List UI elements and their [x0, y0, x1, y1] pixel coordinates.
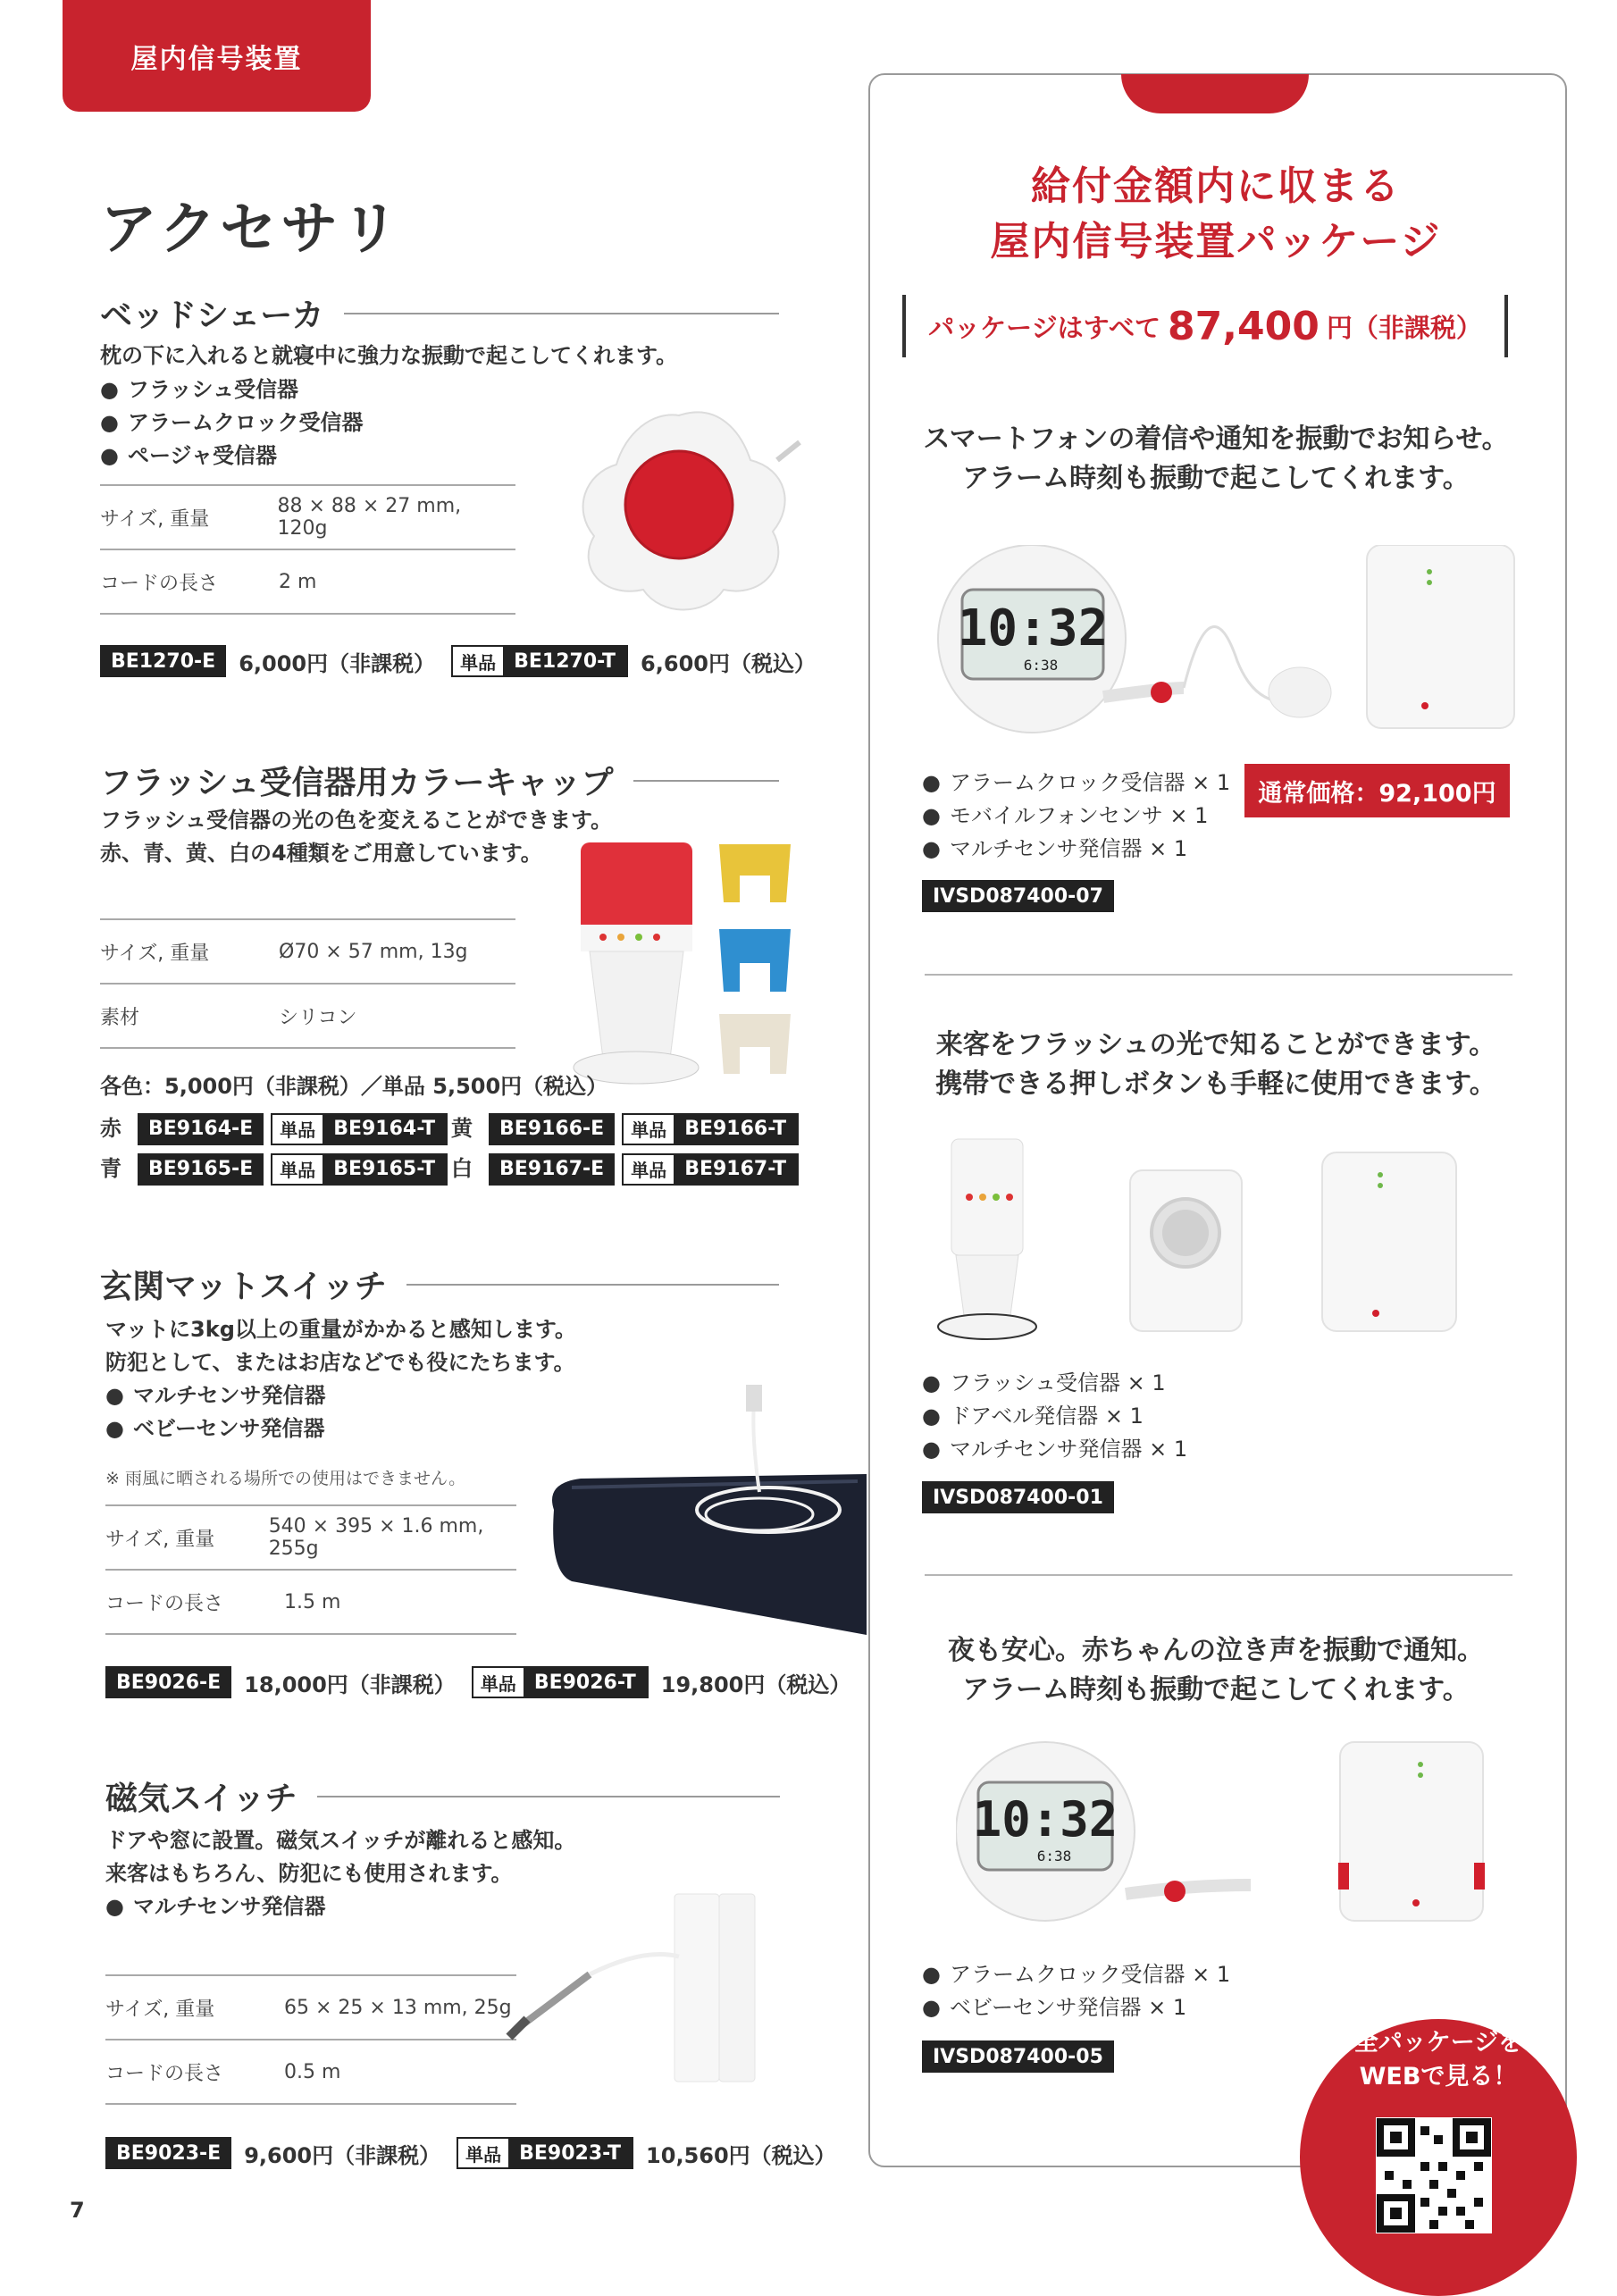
color-name: 白 — [451, 1156, 473, 1181]
color-cap-desc — [100, 804, 612, 870]
color-row-red — [100, 1112, 448, 1145]
color-cap-specs — [100, 918, 515, 1049]
bed-shaker-title — [100, 290, 779, 336]
package-code: IVSD087400-01 — [922, 1481, 1114, 1513]
clock-sub: 6:38 — [1023, 657, 1059, 674]
single-label: 単品 — [465, 2143, 502, 2166]
product-code: BE9165-E — [138, 1153, 264, 1186]
bed-shaker-desc: 枕の下に入れると就寝中に強力な振動で起こしてくれます。 — [100, 343, 678, 368]
color-row-blue — [100, 1152, 448, 1186]
color-name: 黄 — [451, 1116, 473, 1141]
section-tab-label: 屋内信号装置 — [130, 43, 303, 75]
qr-code-icon[interactable] — [1376, 2117, 1492, 2233]
spec-value: Ø70 × 57 mm, 13g — [279, 940, 468, 963]
product-code: BE1270-T — [503, 647, 626, 675]
head-line: スマートフォンの着信や通知を振動でお知らせ。 — [923, 423, 1509, 455]
color-name: 青 — [100, 1156, 121, 1181]
package-title — [868, 159, 1563, 270]
package-bullet: ● マルチセンサ発信器 × 1 — [922, 1433, 1187, 1466]
product-code: BE9166-E — [489, 1113, 615, 1145]
spec-key: 素材 — [100, 1006, 140, 1029]
mat-switch-title-text: 玄関マットスイッチ — [100, 1269, 387, 1305]
web-link-text[interactable] — [1300, 2026, 1577, 2094]
single-label: 単品 — [460, 651, 497, 674]
bullet-item: ● アラームクロック受信器 — [100, 406, 363, 440]
product-code: BE9165-T — [323, 1155, 446, 1184]
panel-arc-decoration — [1121, 74, 1309, 113]
color-row-white — [451, 1152, 799, 1186]
desc-line: フラッシュ受信器の光の色を変えることができます。 — [100, 808, 613, 833]
desc-line: マットに3kg以上の重量がかかると感知します。 — [105, 1317, 576, 1342]
single-code-box — [271, 1113, 448, 1145]
spec-key: サイズ, 重量 — [100, 942, 210, 965]
package-divider — [925, 1574, 1512, 1576]
package-1-image — [916, 545, 1541, 750]
mat-switch-desc — [105, 1313, 576, 1445]
package-bullet: ● マルチセンサ発信器 × 1 — [922, 833, 1230, 866]
bed-shaker-title-text: ベッドシェーカ — [100, 297, 324, 334]
web-line: 全パッケージを — [1353, 2029, 1523, 2057]
bed-shaker-image — [563, 398, 804, 621]
clock-sub: 6:38 — [1036, 1848, 1072, 1864]
color-cap-title-text: フラッシュ受信器用カラーキャップ — [100, 765, 614, 801]
price: 6,000円（非課税） — [239, 650, 436, 676]
bullet-item: ● ベビーセンサ発信器 — [105, 1412, 576, 1445]
regular-price-badge: 通常価格：92,100円 — [1244, 764, 1510, 817]
single-label: 単品 — [480, 1672, 516, 1695]
page-title: アクセサリ — [100, 197, 403, 263]
spec-key: コードの長さ — [105, 2062, 224, 2085]
single-code-box — [622, 1113, 799, 1145]
bed-shaker-specs — [100, 484, 515, 615]
single-code-box — [271, 1153, 448, 1186]
single-code-box — [457, 2137, 633, 2169]
product-code: BE9026-E — [105, 1666, 231, 1698]
spec-key: コードの長さ — [105, 1592, 224, 1615]
single-label: 単品 — [631, 1119, 667, 1141]
spec-value: 1.5 m — [284, 1590, 341, 1613]
spec-key: サイズ, 重量 — [100, 507, 210, 531]
bullet-item: ● フラッシュ受信器 — [100, 373, 363, 406]
page-number: 7 — [70, 2198, 85, 2223]
package-bullet: ● モバイルフォンセンサ × 1 — [922, 800, 1230, 833]
package-code: IVSD087400-07 — [922, 880, 1114, 912]
spec-value: シリコン — [279, 1006, 357, 1029]
package-1-bullets — [922, 767, 1230, 866]
single-code-box — [472, 1666, 649, 1698]
magnet-switch-image — [500, 1876, 786, 2099]
product-code: BE9023-E — [105, 2137, 231, 2169]
bullet-item: ● ページャ受信器 — [100, 440, 363, 473]
product-code: BE9167-T — [674, 1155, 797, 1184]
price: 6,600円（税込） — [641, 650, 816, 676]
desc-line: ドアや窓に設置。磁気スイッチが離れると感知。 — [105, 1828, 576, 1853]
color-name: 赤 — [100, 1116, 121, 1141]
desc-line: 来客はもちろん、防犯にも使用されます。 — [105, 1861, 513, 1886]
single-label: 単品 — [280, 1160, 316, 1181]
product-code: BE9164-T — [323, 1115, 446, 1144]
package-3-image — [956, 1738, 1492, 1939]
magnet-switch-title-text: 磁気スイッチ — [105, 1781, 297, 1817]
package-bullet: ● アラームクロック受信器 × 1 — [922, 1958, 1230, 1991]
package-bullet: ● ドアベル発信器 × 1 — [922, 1400, 1187, 1433]
product-code: BE1270-E — [100, 645, 226, 677]
product-code: BE9167-E — [489, 1153, 615, 1186]
mat-switch-specs — [105, 1504, 516, 1635]
product-code: BE9166-T — [674, 1115, 797, 1144]
package-2-head — [868, 1026, 1563, 1104]
bed-shaker-price-row — [100, 645, 832, 677]
bracket-price: 87,400 — [1168, 303, 1320, 349]
package-3-bullets — [922, 1958, 1230, 2024]
spec-key: サイズ, 重量 — [105, 1998, 215, 2021]
package-bullet: ● フラッシュ受信器 × 1 — [922, 1367, 1187, 1400]
single-code-box — [451, 645, 628, 677]
head-line: アラーム時刻も振動で起こしてくれます。 — [962, 1674, 1470, 1705]
single-label: 単品 — [280, 1119, 316, 1141]
package-3-head — [868, 1631, 1563, 1710]
desc-line: 赤、青、黄、白の4種類をご用意しています。 — [100, 841, 542, 866]
magnet-switch-price-row — [105, 2137, 852, 2169]
product-code: BE9164-E — [138, 1113, 264, 1145]
mat-switch-price-row — [105, 1666, 867, 1698]
section-tab — [63, 0, 371, 112]
mat-switch-note: ※ 雨風に晒される場所での使用はできません。 — [105, 1469, 466, 1488]
package-bullet: ● ベビーセンサ発信器 × 1 — [922, 1991, 1230, 2024]
package-title-line: 屋内信号装置パッケージ — [990, 219, 1442, 264]
spec-key: サイズ, 重量 — [105, 1528, 215, 1551]
spec-value: 2 m — [279, 570, 317, 593]
price: 9,600円（非課税） — [244, 2142, 441, 2168]
bracket-prefix: パッケージはすべて — [928, 312, 1161, 343]
head-line: 携帯できる押しボタンも手軽に使用できます。 — [935, 1068, 1496, 1100]
spec-value: 65 × 25 × 13 mm, 25g — [284, 1996, 512, 2019]
price: 10,560円（税込） — [646, 2142, 836, 2168]
color-cap-title — [100, 758, 779, 803]
head-line: 来客をフラッシュの光で知ることができます。 — [935, 1029, 1496, 1060]
color-row-yellow — [451, 1112, 799, 1145]
head-line: アラーム時刻も振動で起こしてくれます。 — [962, 463, 1470, 494]
magnet-switch-specs — [105, 1974, 516, 2105]
product-code: BE9023-T — [508, 2139, 632, 2167]
package-price-bracket — [902, 295, 1508, 357]
spec-value: 88 × 88 × 27 mm, 120g — [277, 495, 462, 540]
magnet-switch-title — [105, 1773, 780, 1819]
desc-line: 防犯として、またはお店などでも役にたちます。 — [105, 1350, 575, 1375]
single-label: 単品 — [631, 1160, 667, 1181]
color-caps-image — [715, 840, 795, 1081]
web-line: WEBで見る！ — [1359, 2063, 1518, 2091]
package-divider — [925, 974, 1512, 976]
head-line: 夜も安心。赤ちゃんの泣き声を振動で通知。 — [948, 1635, 1484, 1666]
spec-key: コードの長さ — [100, 572, 219, 595]
price: 18,000円（非課税） — [244, 1672, 456, 1697]
package-2-image — [929, 1135, 1519, 1349]
bed-shaker-bullets — [100, 373, 363, 473]
package-bullet: ● アラームクロック受信器 × 1 — [922, 767, 1230, 800]
clock-time: 10:32 — [972, 1791, 1118, 1848]
mat-switch-title — [100, 1261, 779, 1307]
product-code: BE9026-T — [524, 1668, 647, 1697]
package-code: IVSD087400-05 — [922, 2040, 1114, 2073]
clock-time: 10:32 — [957, 599, 1109, 658]
mat-switch-image — [536, 1376, 876, 1635]
bullet-item: ● マルチセンサ発信器 — [105, 1379, 576, 1412]
spec-value: 0.5 m — [284, 2060, 341, 2083]
bracket-suffix: 円（非課税） — [1326, 312, 1482, 343]
spec-value: 540 × 395 × 1.6 mm, 255g — [268, 1515, 484, 1560]
bullet-item: ● マルチセンサ発信器 — [105, 1890, 575, 1923]
package-1-head — [868, 420, 1563, 499]
color-cap-price-line: 各色：5,000円（非課税）／単品 5,500円（税込） — [100, 1074, 608, 1099]
single-code-box — [622, 1153, 799, 1186]
package-title-line: 給付金額内に収まる — [1031, 163, 1401, 209]
price: 19,800円（税込） — [660, 1672, 851, 1697]
package-2-bullets — [922, 1367, 1187, 1466]
